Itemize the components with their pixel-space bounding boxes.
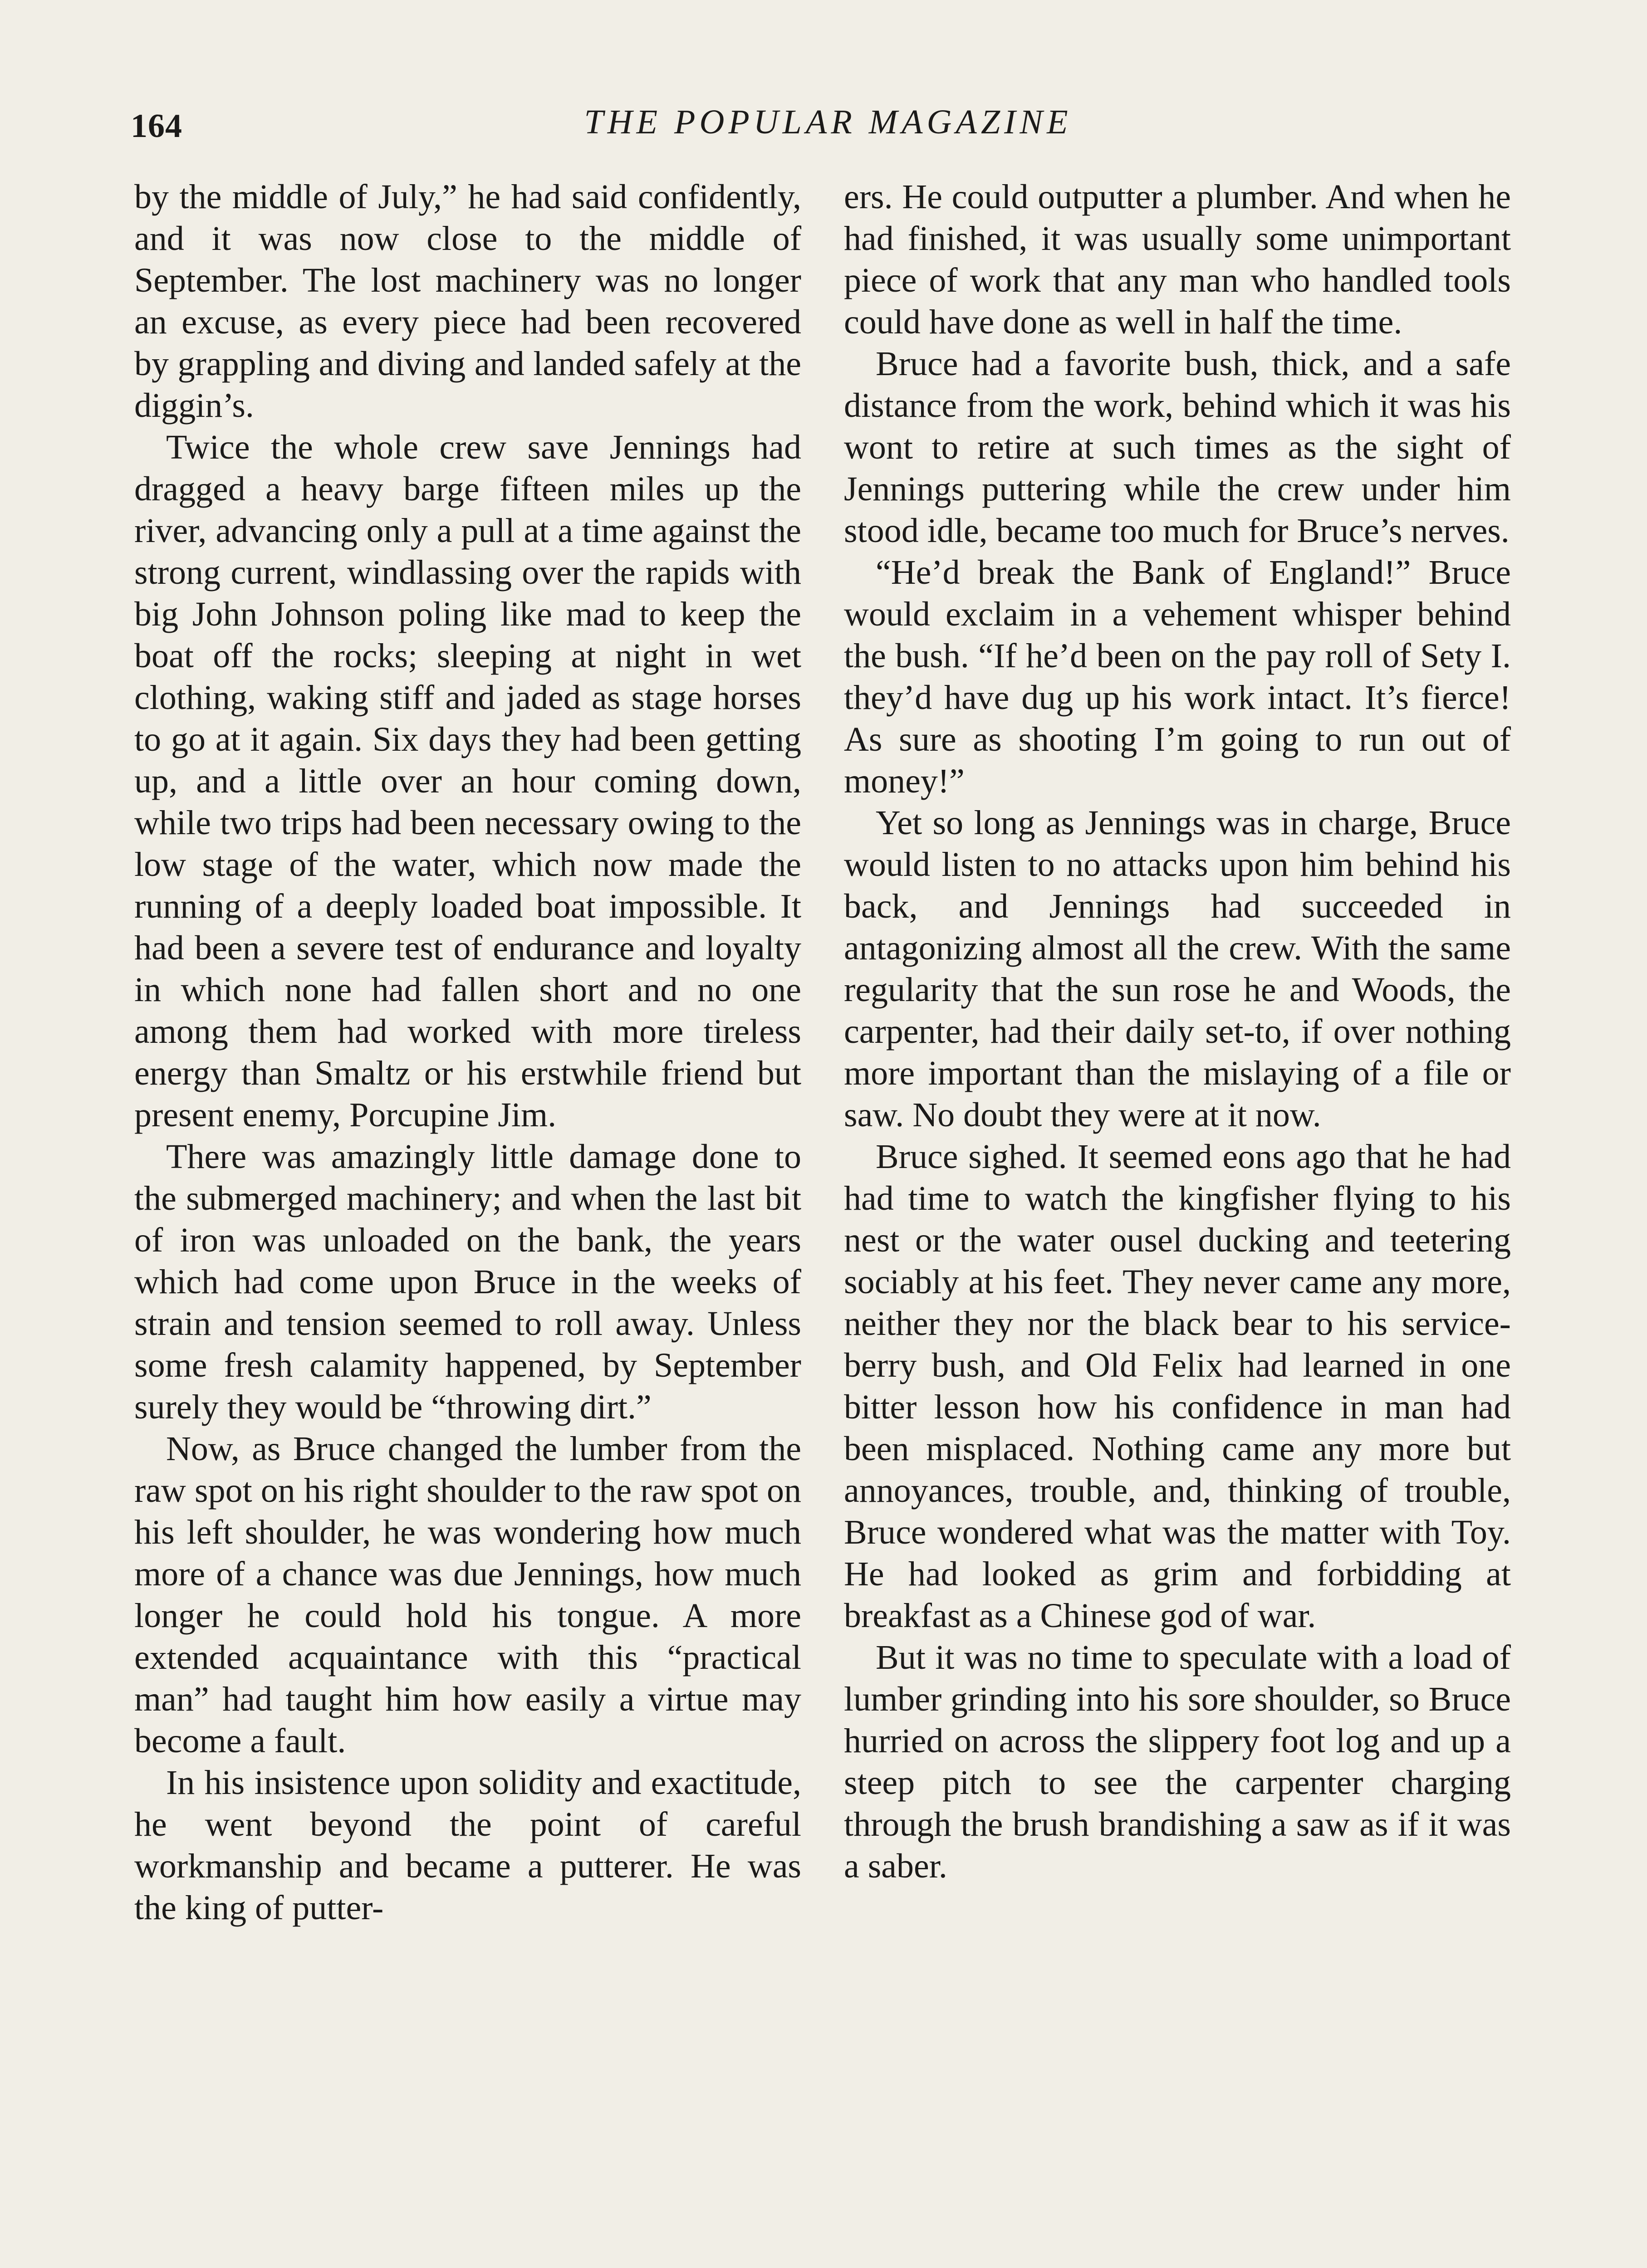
right-column <box>844 176 1511 2268</box>
paragraph: ers. He could outputter a plumber. And when he had finished, it was usually some unimportant piece of work that any man who handled tools could have done as well in half the time. <box>844 178 1511 341</box>
paragraph: Bruce sighed. It seemed eons ago that he had had time to watch the kingfisher flying to his nest or the water ousel ducking and teetering sociably at his feet. They never came any more, neither they nor the black bear to his service-berry bush, and Old Felix had learned in one bitter lesson how his confidence in man had been misplaced. Nothing came any more but annoyances, trouble, and, thinking of trouble, Bruce wondered what was the matter with Toy. He had looked as grim and forbidding at breakfast as a Chinese god of war. <box>844 1138 1511 1635</box>
paragraph: Yet so long as Jennings was in charge, Bruce would listen to no attacks upon him behind his back, and Jennings had succeeded in antagonizing almost all the crew. With the same regularity that the sun rose he and Woods, the carpenter, had their daily set-to, if over nothing more important than the mislaying of a file or saw. No doubt they were at it now. <box>844 804 1511 1134</box>
paragraph: Twice the whole crew save Jennings had dragged a heavy barge fifteen miles up the river, advancing only a pull at a time against the strong current, windlassing over the rapids with big John Johnson poling like mad to keep the boat off the rocks; sleeping at night in wet clothing, waking stiff and jaded as stage horses to go at it again. Six days they had been getting up, and a little over an hour coming down, while two trips had been necessary owing to the low stage of the water, which now made the running of a deeply loaded boat impossible. It had been a severe test of endurance and loyalty in which none had fallen short and no one among them had worked with more tireless energy than Smaltz or his erstwhile friend but present enemy, Porcupine Jim. <box>134 428 801 1134</box>
paragraph: by the middle of July,” he had said confidently, and it was now close to the middle of September. The lost machinery was no longer an excuse, as every piece had been recovered by grappling and diving and landed safely at the diggin’s. <box>134 178 801 425</box>
paragraph: Now, as Bruce changed the lumber from the raw spot on his right shoulder to the raw spot on his left shoulder, he was wondering how much more of a chance was due Jennings, how much longer he could hold his tongue. A more extended acquaintance with this “practical man” had taught him how easily a virtue may become a fault. <box>134 1430 801 1760</box>
paragraph: There was amazingly little damage done to the submerged machinery; and when the last bit of iron was unloaded on the bank, the years which had come upon Bruce in the weeks of strain and tension seemed to roll away. Unless some fresh calamity happened, by September surely they would be “throwing dirt.” <box>134 1138 801 1426</box>
running-head: THE POPULAR MAGAZINE <box>584 103 1072 141</box>
page-number: 164 <box>131 108 182 145</box>
left-column <box>134 176 801 2268</box>
paragraph: But it was no time to speculate with a load of lumber grinding into his sore shoulder, so Bruce hurried on across the slippery foot log and up a steep pitch to see the carpenter charging through the brush brandishing a saw as if it was a saber. <box>844 1638 1511 1885</box>
paragraph: “He’d break the Bank of England!” Bruce would exclaim in a vehement whisper behind the bush. “If he’d been on the pay roll of Sety I. they’d have dug up his work intact. It’s fierce! As sure as shooting I’m going to run out of money!” <box>844 553 1511 800</box>
paragraph: Bruce had a favorite bush, thick, and a safe distance from the work, behind which it was his wont to retire at such times as the sight of Jennings puttering while the crew under him stood idle, became too much for Bruce’s nerves. <box>844 345 1511 550</box>
paragraph: In his insistence upon solidity and exactitude, he went beyond the point of careful workmanship and became a putterer. He was the king of putter- <box>134 1764 801 1927</box>
